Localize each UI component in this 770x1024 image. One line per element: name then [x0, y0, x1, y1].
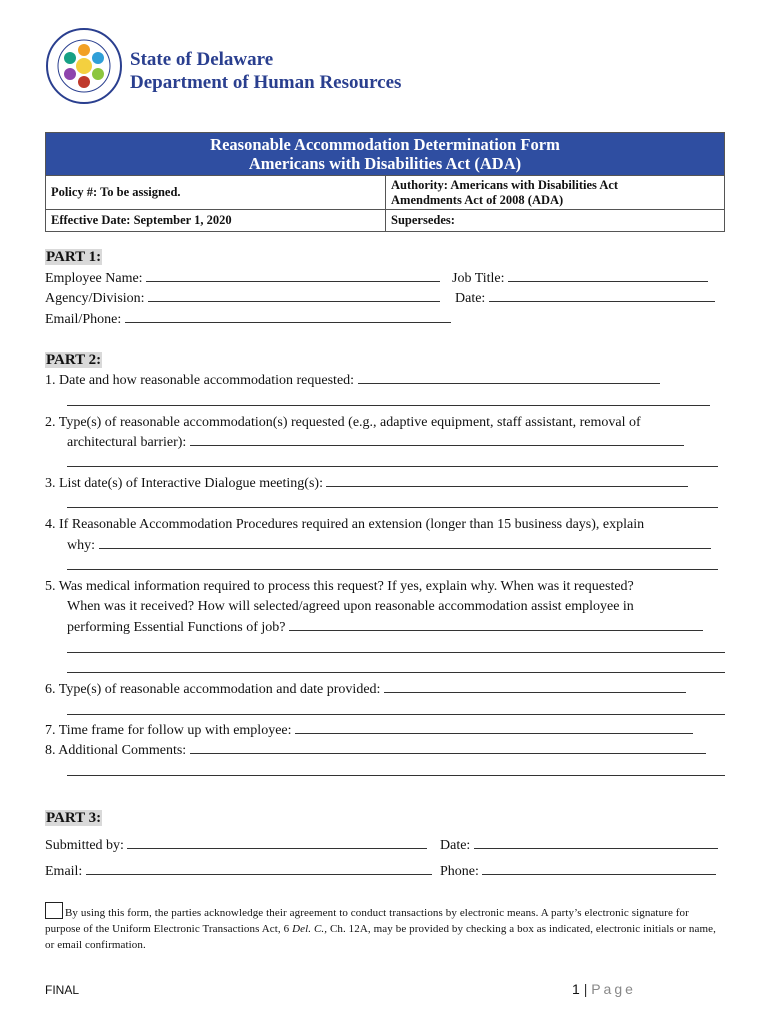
q8-field[interactable]: [45, 742, 706, 760]
part3-date-blank[interactable]: [474, 837, 718, 849]
q3-blank[interactable]: [326, 475, 688, 487]
part3-phone-blank[interactable]: [482, 863, 716, 875]
email-phone-blank[interactable]: [125, 311, 451, 323]
page-number-footer: [572, 981, 636, 997]
q4-label-line2: why:: [67, 538, 95, 553]
q5-blank[interactable]: [289, 619, 703, 631]
form-title-line2: Americans with Disabilities Act (ADA): [248, 154, 522, 173]
authority-line2: Amendments Act of 2008 (ADA): [391, 192, 564, 207]
q4-blank-line2[interactable]: [67, 558, 718, 576]
employee-name-blank[interactable]: [146, 270, 440, 282]
q1-blank-line2[interactable]: [67, 394, 710, 412]
submitted-by-label: Submitted by:: [45, 838, 124, 853]
q2-field[interactable]: [67, 434, 684, 452]
employee-name-field[interactable]: [45, 270, 440, 288]
part3-phone-label: Phone:: [440, 864, 479, 879]
ack-text-1: By using this form, the parties acknowledge their agreement to conduct transactions by electronic means. A party’s electronic signature for purpose of the Uniform Electronic Transactions Act, 6: [45, 907, 689, 935]
footer-status: FINAL: [45, 983, 80, 997]
agency-division-field[interactable]: [45, 290, 440, 308]
email-phone-label: Email/Phone:: [45, 312, 122, 327]
submitted-by-blank[interactable]: [127, 837, 427, 849]
part3-email-label: Email:: [45, 864, 83, 879]
q7-label: 7. Time frame for follow up with employee:: [45, 723, 292, 738]
q4-blank-2[interactable]: [67, 558, 718, 570]
q3-label: 3. List date(s) of Interactive Dialogue meeting(s):: [45, 476, 323, 491]
q5-label-line1: 5. Was medical information required to process this request? If yes, explain why. When was it requested?: [45, 579, 634, 594]
form-title-line1: Reasonable Accommodation Determination Form: [210, 135, 560, 154]
q1-field[interactable]: [45, 372, 660, 390]
q4-field[interactable]: [67, 537, 711, 555]
part3-date-field[interactable]: [440, 837, 718, 855]
part1-heading: PART 1:: [46, 249, 102, 265]
agency-division-label: Agency/Division:: [45, 291, 145, 306]
organization-name: [130, 48, 401, 94]
q4-label-line1: 4. If Reasonable Accommodation Procedures required an extension (longer than 15 business days), explain: [45, 517, 645, 532]
policy-number: Policy #: To be assigned.: [46, 176, 386, 209]
part1-date-blank[interactable]: [489, 290, 715, 302]
part3-phone-field[interactable]: [440, 863, 716, 881]
org-line-department: Department of Human Resources: [130, 72, 402, 93]
q6-blank-line2[interactable]: [67, 703, 725, 721]
q4-blank[interactable]: [99, 537, 711, 549]
part1-date-label: Date:: [455, 291, 486, 306]
effective-date: Effective Date: September 1, 2020: [46, 210, 386, 231]
policy-info-table: [45, 132, 725, 232]
submitted-by-field[interactable]: [45, 837, 427, 855]
q5-blank-3[interactable]: [67, 661, 725, 673]
page-label: Page: [591, 981, 636, 997]
q8-label: 8. Additional Comments:: [45, 743, 187, 758]
employee-name-label: Employee Name:: [45, 271, 143, 286]
q2-blank-2[interactable]: [67, 455, 718, 467]
acknowledge-checkbox[interactable]: [45, 902, 63, 919]
q1-label: 1. Date and how reasonable accommodation requested:: [45, 373, 355, 388]
ack-text-italic: Del. C.,: [292, 923, 328, 935]
q6-blank[interactable]: [384, 681, 686, 693]
q1-blank-2[interactable]: [67, 394, 710, 406]
document-header: [46, 28, 466, 108]
page-separator: |: [583, 981, 588, 997]
q5-field[interactable]: [67, 619, 703, 637]
q3-blank-2[interactable]: [67, 496, 718, 508]
q5-blank-2[interactable]: [67, 641, 725, 653]
job-title-label: Job Title:: [452, 271, 505, 286]
policy-row-1: [46, 175, 724, 209]
authority-line1: Authority: Americans with Disabilities Act: [391, 177, 619, 192]
q6-blank-2[interactable]: [67, 703, 725, 715]
job-title-field[interactable]: [452, 270, 708, 288]
q1-blank[interactable]: [358, 372, 660, 384]
q5-label-line3: performing Essential Functions of job?: [67, 620, 286, 635]
q3-field[interactable]: [45, 475, 688, 493]
part2-heading: PART 2:: [46, 352, 102, 368]
authority-cell: [386, 176, 724, 209]
part3-date-label: Date:: [440, 838, 471, 853]
form-title: [46, 133, 724, 175]
q5-blank-line2[interactable]: [67, 641, 725, 659]
part3-email-field[interactable]: [45, 863, 432, 881]
supersedes: Supersedes:: [391, 213, 455, 227]
electronic-signature-acknowledgement: [45, 902, 727, 953]
q7-blank[interactable]: [295, 722, 693, 734]
q2-label-line2: architectural barrier):: [67, 435, 187, 450]
q7-field[interactable]: [45, 722, 693, 740]
page-number: 1: [572, 981, 580, 997]
part3-heading: PART 3:: [46, 810, 102, 826]
part1-date-field[interactable]: [455, 290, 715, 308]
q8-blank-line2[interactable]: [67, 764, 725, 782]
policy-row-2: [46, 209, 724, 231]
q2-blank-line2[interactable]: [67, 455, 718, 473]
org-line-state: State of Delaware: [130, 49, 274, 70]
q5-blank-line3[interactable]: [67, 661, 725, 679]
agency-division-blank[interactable]: [148, 290, 440, 302]
q8-blank[interactable]: [190, 742, 706, 754]
q5-label-line2: When was it received? How will selected/agreed upon reasonable accommodation assist employee in: [67, 599, 634, 614]
delaware-hr-seal-icon: [46, 28, 122, 104]
email-phone-field[interactable]: [45, 311, 451, 329]
q3-blank-line2[interactable]: [67, 496, 718, 514]
q2-blank[interactable]: [190, 434, 684, 446]
q6-label: 6. Type(s) of reasonable accommodation and date provided:: [45, 682, 381, 697]
q8-blank-2[interactable]: [67, 764, 725, 776]
ack-text-2: Ch. 12A, may be provided by checking a box as indicated, electronic initials or name, or email confirmation.: [45, 923, 716, 951]
job-title-blank[interactable]: [508, 270, 708, 282]
q2-label-line1: 2. Type(s) of reasonable accommodation(s) requested (e.g., adaptive equipment, staff assistant, removal of: [45, 415, 641, 430]
part3-email-blank[interactable]: [86, 863, 432, 875]
q6-field[interactable]: [45, 681, 686, 699]
